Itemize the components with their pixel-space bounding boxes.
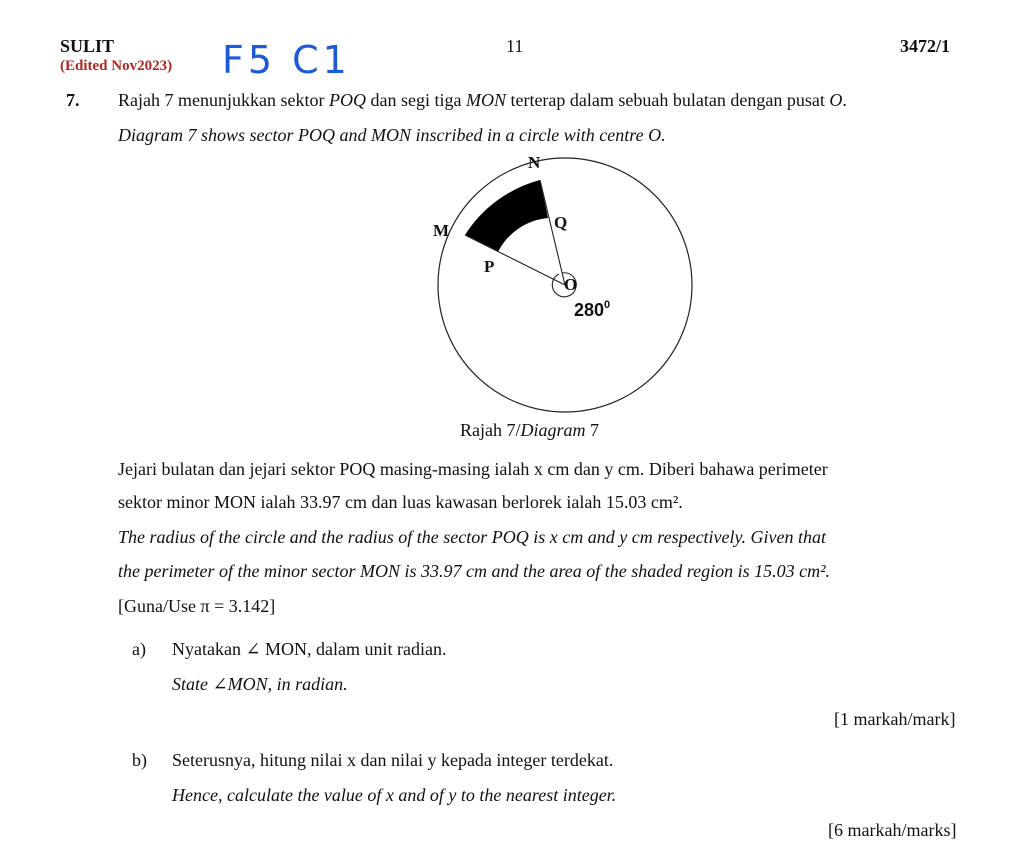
radius-OM [465,235,565,285]
label-Q: Q [554,213,568,232]
use-pi-note: [Guna/Use π = 3.142] [118,596,276,616]
question-number: 7. [66,90,80,110]
sulit-label: SULIT [60,36,115,56]
intro-english: Diagram 7 shows sector POQ and MON inscribed in a circle with centre O. [118,125,666,145]
angle-degree: 0 [604,299,611,311]
paper-code: 3472/1 [900,36,951,56]
intro-malay [118,90,847,111]
intro-malay-part: terterap dalam sebuah bulatan dengan pusat [505,90,830,110]
edited-note: (Edited Nov2023) [60,58,173,74]
label-M: M [433,221,450,240]
part-a-marks: [1 markah/mark] [834,709,956,729]
part-b-label: b) [132,750,147,770]
intro-malay-part: MON [465,90,506,110]
part-b-marks: [6 markah/marks] [828,820,957,840]
intro-malay-part: . [842,90,847,110]
intro-malay-part: dan segi tiga [365,90,466,110]
angle-280 [574,299,610,320]
para-malay-line1: Jejari bulatan dan jejari sektor POQ masing-masing ialah x cm dan y cm. Diberi bahawa perimeter [118,459,828,479]
label-O: O [564,275,578,294]
caption-part: Diagram [520,420,586,440]
label-P: P [484,257,495,276]
para-english-line1: The radius of the circle and the radius of the sector POQ is x cm and y cm respectively. Given that [118,527,827,547]
para-english-line2: the perimeter of the minor sector MON is 33.97 cm and the area of the shaded region is 15.03 cm². [118,561,830,581]
intro-malay-part: O [829,90,843,110]
part-b-english: Hence, calculate the value of x and of y to the nearest integer. [172,785,617,805]
intro-malay-part: Rajah 7 menunjukkan sektor [118,90,329,110]
part-a-english: State ∠MON, in radian. [172,674,348,694]
handwritten-note: F5 C1 [222,38,351,82]
radius-ON [540,180,568,285]
label-N: N [528,153,541,172]
diagram-caption [460,420,599,441]
part-a-malay: Nyatakan ∠ MON, dalam unit radian. [172,639,447,659]
para-malay-line2: sektor minor MON ialah 33.97 cm dan luas kawasan berlorek ialah 15.03 cm². [118,492,683,512]
part-a-label: a) [132,639,146,659]
angle-value: 280 [574,300,605,320]
page-number: 11 [506,36,524,56]
caption-part: 7 [585,420,600,440]
intro-malay-part: POQ [328,90,366,110]
caption-part: Rajah 7/ [460,420,521,440]
part-b-malay: Seterusnya, hitung nilai x dan nilai y kepada integer terdekat. [172,750,614,770]
diagram-7 [400,150,700,420]
